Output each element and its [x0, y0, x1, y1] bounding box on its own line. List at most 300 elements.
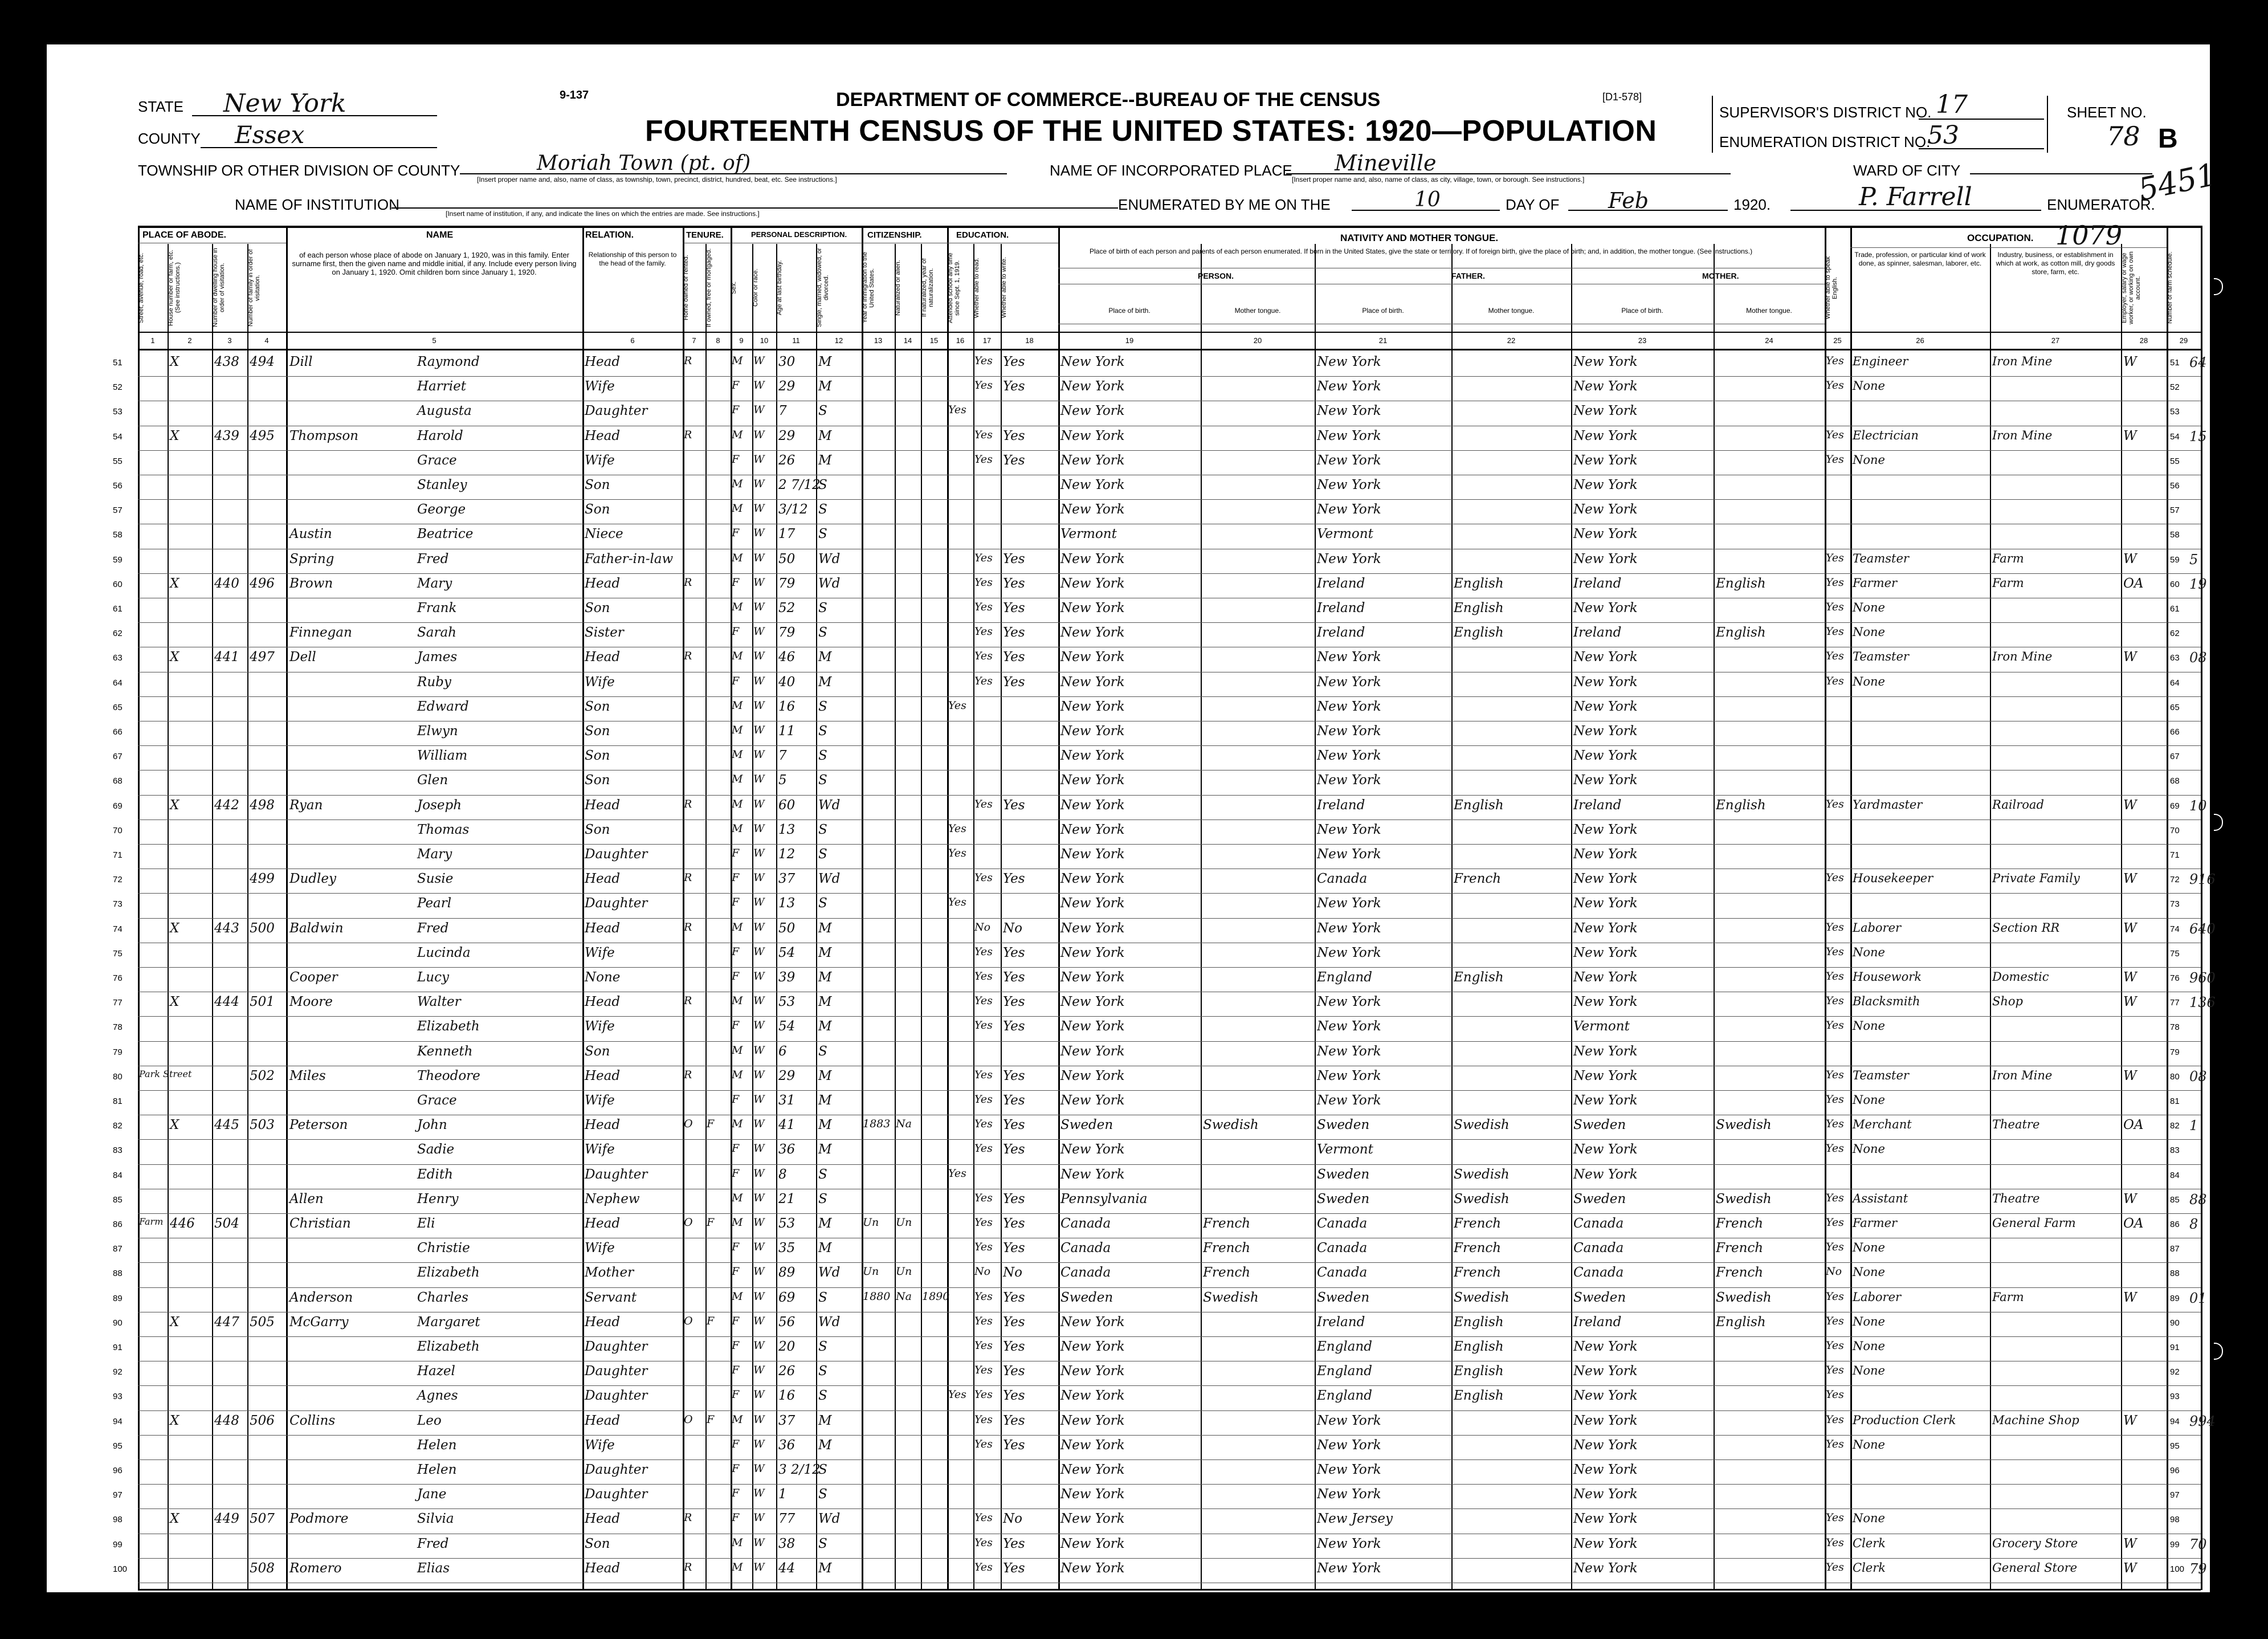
column-number: 9	[739, 336, 744, 345]
race-cell: W	[753, 970, 765, 982]
fpob-cell: New York	[1317, 428, 1381, 443]
mpob-cell: New York	[1573, 478, 1638, 492]
ms-cell: M	[818, 1560, 832, 1576]
pob-cell: New York	[1060, 773, 1125, 788]
column-number: 13	[874, 336, 883, 345]
sex-cell: F	[732, 452, 740, 466]
column-head-17: Whether able to read.	[973, 258, 980, 318]
c7-cell: R	[684, 1511, 692, 1524]
sex-cell: F	[732, 847, 740, 859]
table-row	[47, 1263, 2210, 1287]
fpob-cell: New York	[1317, 1560, 1381, 1576]
table-row	[47, 1361, 2210, 1386]
pob-cell: New York	[1060, 871, 1125, 887]
mpob-cell: New York	[1573, 502, 1638, 517]
c7-cell: R	[684, 650, 692, 663]
pob-cell: Vermont	[1060, 527, 1117, 542]
wr-cell: Yes	[1003, 1142, 1025, 1157]
line-number: 55	[113, 456, 123, 466]
section-name: NAME	[426, 230, 454, 240]
mpob-cell: New York	[1573, 1437, 1638, 1453]
wr-cell: Yes	[1003, 1191, 1025, 1206]
c7-cell: R	[684, 576, 692, 589]
eng-cell: Yes	[1826, 1388, 1844, 1401]
sex-cell: M	[732, 428, 743, 441]
age-cell: 77	[778, 1511, 796, 1527]
ind-cell: General Farm	[1992, 1216, 2076, 1230]
c16-cell: Yes	[948, 1388, 966, 1401]
right-margin-note: 916	[2189, 871, 2216, 888]
mmt-cell: English	[1716, 625, 1766, 641]
eng-cell: Yes	[1826, 601, 1844, 613]
ms-cell: M	[818, 1142, 832, 1157]
year-label: 1920.	[1733, 196, 1771, 213]
race-cell: W	[753, 920, 765, 933]
eng-cell: Yes	[1826, 1413, 1844, 1426]
sex-cell: F	[732, 1437, 740, 1450]
eng-cell: Yes	[1826, 1314, 1844, 1327]
section-citizenship: CITIZENSHIP.	[867, 230, 922, 240]
table-row	[47, 919, 2216, 943]
pob-cell: New York	[1060, 1364, 1125, 1379]
column-number: 22	[1507, 336, 1516, 345]
ms-cell: M	[818, 674, 832, 690]
c3-cell: 439	[214, 428, 239, 443]
eng-cell: Yes	[1826, 970, 1844, 982]
mpob-cell: New York	[1573, 1388, 1638, 1404]
fpob-cell: Sweden	[1317, 1118, 1370, 1133]
rel-cell: Son	[585, 1043, 610, 1059]
eng-cell: Yes	[1826, 576, 1844, 589]
mpob-cell: New York	[1573, 970, 1638, 985]
fmt-cell: English	[1454, 1388, 1504, 1404]
sex-cell: M	[732, 1068, 743, 1081]
eng-cell: Yes	[1826, 1364, 1844, 1377]
emp-cell: OA	[2123, 1118, 2144, 1133]
sex-cell: F	[732, 1019, 740, 1032]
race-cell: W	[753, 478, 765, 490]
race-cell: W	[753, 551, 765, 564]
institution-label: NAME OF INSTITUTION	[235, 196, 399, 213]
ms-cell: S	[818, 1191, 827, 1206]
race-cell: W	[753, 674, 765, 687]
age-cell: 16	[778, 1388, 796, 1404]
sex-cell: F	[732, 1339, 740, 1352]
rel-cell: Son	[585, 478, 610, 492]
section-relation: RELATION.	[585, 230, 634, 240]
ward-label: WARD OF CITY	[1853, 162, 1961, 179]
sex-cell: F	[732, 1364, 740, 1377]
binding-hole-2	[2214, 814, 2223, 831]
rel-cell: Wife	[585, 945, 615, 960]
wr-cell: Yes	[1003, 452, 1025, 468]
occ-cell: Laborer	[1853, 920, 1902, 935]
column-head-2: House number or farm, etc. (See instructions.)	[168, 250, 181, 326]
occ-cell: None	[1853, 1314, 1885, 1328]
fmt-cell: English	[1454, 625, 1504, 641]
column-number: 6	[630, 336, 635, 345]
table-row	[47, 845, 2210, 869]
emp-cell: W	[2123, 970, 2137, 985]
rel-cell: Wife	[585, 1142, 615, 1157]
c3-cell: 448	[214, 1413, 239, 1428]
line-number: 75	[113, 948, 123, 959]
rd-cell: Yes	[974, 1388, 993, 1401]
right-margin-note: 15	[2189, 428, 2207, 445]
column-head-9: Sex.	[731, 282, 737, 295]
eng-cell: Yes	[1826, 1093, 1844, 1106]
right-line-number: 76	[2170, 973, 2180, 983]
table-row	[47, 1534, 2210, 1559]
sex-cell: F	[732, 1265, 740, 1278]
column-head-1: Street, avenue, road, etc.	[138, 252, 145, 323]
race-cell: W	[753, 797, 765, 810]
line-number: 82	[113, 1121, 123, 1131]
fmt-cell: English	[1454, 797, 1504, 813]
wr-cell: Yes	[1003, 797, 1025, 813]
pob-cell: New York	[1060, 1019, 1125, 1034]
right-margin-note: 79	[2189, 1560, 2207, 1577]
wr-cell: Yes	[1003, 994, 1025, 1010]
mpob-cell: New York	[1573, 527, 1638, 542]
mpob-cell: Sweden	[1573, 1191, 1626, 1206]
county-label: COUNTY	[138, 130, 201, 147]
section-person: PERSON.	[1198, 271, 1234, 280]
age-cell: 60	[778, 797, 796, 813]
line-number: 95	[113, 1441, 123, 1451]
given-name-cell: Helen	[417, 1437, 457, 1453]
ms-cell: M	[818, 428, 832, 443]
sex-cell: F	[732, 527, 740, 540]
incorporated-value: Mineville	[1335, 150, 1437, 176]
column-head-19: Place of birth.	[1108, 307, 1151, 315]
emp-cell: W	[2123, 1290, 2137, 1305]
table-row	[47, 1214, 2210, 1238]
surname-cell: Dill	[289, 354, 313, 369]
wr-cell: Yes	[1003, 1241, 1025, 1256]
table-row	[47, 1140, 2210, 1164]
census-title: FOURTEENTH CENSUS OF THE UNITED STATES: 1920—POPULATION	[645, 115, 1657, 148]
fpob-cell: Ireland	[1317, 576, 1365, 591]
age-cell: 56	[778, 1314, 796, 1330]
ms-cell: S	[818, 847, 827, 862]
sheet-letter: B	[2158, 124, 2178, 154]
table-row	[47, 697, 2210, 721]
line-number: 56	[113, 481, 123, 491]
rel-cell: Daughter	[585, 896, 648, 911]
rel-cell: Head	[585, 576, 621, 591]
mmt-cell: French	[1716, 1241, 1764, 1256]
race-cell: W	[753, 748, 765, 761]
fpob-cell: New York	[1317, 1093, 1381, 1108]
rel-cell: Head	[585, 1560, 621, 1576]
ms-cell: S	[818, 896, 827, 911]
age-cell: 13	[778, 896, 796, 911]
ms-cell: Wd	[818, 551, 841, 566]
ms-cell: S	[818, 748, 827, 764]
fmt-cell: Swedish	[1454, 1290, 1510, 1305]
right-line-number: 56	[2170, 481, 2180, 491]
eng-cell: Yes	[1826, 1339, 1844, 1352]
rel-cell: Wife	[585, 1241, 615, 1256]
county-value: Essex	[235, 121, 305, 149]
pob-cell: Canada	[1060, 1216, 1111, 1231]
mpob-cell: New York	[1573, 724, 1638, 739]
table-row	[47, 746, 2210, 770]
column-number: 3	[227, 336, 232, 345]
age-cell: 36	[778, 1437, 796, 1453]
column-head-29: Number of farm schedule.	[2167, 251, 2173, 324]
sex-cell: F	[732, 1314, 740, 1327]
state-value: New York	[223, 89, 346, 118]
wr-cell: Yes	[1003, 354, 1025, 369]
pob-cell: New York	[1060, 748, 1125, 764]
fpob-cell: New York	[1317, 920, 1381, 936]
line-number: 98	[113, 1515, 123, 1525]
c7-cell: R	[684, 1068, 692, 1081]
right-line-number: 84	[2170, 1170, 2180, 1180]
right-line-number: 52	[2170, 382, 2180, 393]
right-line-number: 57	[2170, 505, 2180, 516]
ind-cell: Theatre	[1992, 1191, 2040, 1205]
pob-cell: New York	[1060, 403, 1125, 419]
fpob-cell: New York	[1317, 896, 1381, 911]
form-number: 9-137	[560, 89, 589, 101]
sex-cell: M	[732, 601, 743, 613]
given-name-cell: John	[417, 1118, 447, 1133]
fmt-cell: French	[1454, 1265, 1502, 1281]
surname-cell: Cooper	[289, 970, 338, 985]
ms-cell: S	[818, 773, 827, 788]
mpob-cell: New York	[1573, 1167, 1638, 1182]
right-line-number: 60	[2170, 579, 2180, 589]
c4-cell: 496	[250, 576, 275, 591]
sex-cell: F	[732, 1511, 740, 1524]
column-number: 27	[2051, 336, 2060, 345]
age-cell: 50	[778, 551, 796, 566]
occ-cell: None	[1853, 1511, 1885, 1526]
form-code: [D1-578]	[1602, 91, 1642, 103]
fpob-cell: Canada	[1317, 1216, 1368, 1231]
incorporated-label: NAME OF INCORPORATED PLACE	[1050, 162, 1292, 179]
ind-cell: Iron Mine	[1992, 1068, 2053, 1082]
table-row	[47, 401, 2210, 426]
fpob-cell: Ireland	[1317, 797, 1365, 813]
c14-cell: Na	[896, 1290, 912, 1303]
race-cell: W	[753, 847, 765, 859]
line-number: 73	[113, 899, 123, 910]
wr-cell: No	[1003, 1265, 1022, 1281]
c4-cell: 507	[250, 1511, 275, 1527]
emp-cell: W	[2123, 797, 2137, 813]
line-number: 86	[113, 1220, 123, 1229]
c13-cell: Un	[863, 1265, 879, 1278]
rel-cell: Wife	[585, 1093, 615, 1108]
given-name-cell: Ruby	[417, 674, 451, 690]
given-name-cell: Fred	[417, 551, 449, 566]
table-row	[47, 1386, 2210, 1410]
eng-cell: Yes	[1826, 650, 1844, 663]
c3-cell: 447	[214, 1314, 239, 1330]
rel-cell: Head	[585, 354, 621, 369]
fpob-cell: New York	[1317, 847, 1381, 862]
pob-cell: New York	[1060, 847, 1125, 862]
right-line-number: 97	[2170, 1490, 2180, 1501]
occ-cell: None	[1853, 1093, 1885, 1107]
column-head-16: Attended school any time since Sept. 1, 1919.	[947, 252, 961, 323]
supervisor-label: SUPERVISOR'S DISTRICT NO.	[1719, 104, 1932, 121]
table-row	[47, 721, 2210, 746]
race-cell: W	[753, 896, 765, 909]
section-personal: PERSONAL DESCRIPTION.	[751, 230, 847, 239]
wr-cell: Yes	[1003, 379, 1025, 394]
line-number: 84	[113, 1170, 123, 1180]
race-cell: W	[753, 452, 765, 466]
ms-cell: M	[818, 1437, 832, 1453]
eng-cell: Yes	[1826, 1068, 1844, 1081]
wr-cell: Yes	[1003, 1019, 1025, 1034]
race-cell: W	[753, 1019, 765, 1032]
race-cell: W	[753, 1560, 765, 1573]
line-number: 70	[113, 825, 123, 835]
right-line-number: 53	[2170, 407, 2180, 417]
mpob-cell: New York	[1573, 1560, 1638, 1576]
table-row	[47, 1509, 2210, 1534]
sex-cell: F	[732, 970, 740, 982]
sex-cell: F	[732, 871, 740, 884]
age-cell: 29	[778, 379, 796, 394]
sex-cell: M	[732, 1536, 743, 1549]
c16-cell: Yes	[948, 699, 966, 712]
given-name-cell: William	[417, 748, 468, 764]
section-nativity-note: Place of birth of each person and parents of each person enumerated. If born in the United States, give the state or territory. If of foreign birth, give the place of birth; and, in addition, the mother tongue. (See instructions.)	[1090, 247, 1753, 255]
c3-cell: 445	[214, 1118, 239, 1133]
state-label: STATE	[138, 98, 183, 115]
mpob-cell: New York	[1573, 822, 1638, 837]
sex-cell: M	[732, 1118, 743, 1131]
pob-cell: New York	[1060, 797, 1125, 813]
ms-cell: S	[818, 1536, 827, 1551]
table-row	[47, 1238, 2210, 1263]
mmt-cell: French	[1716, 1216, 1764, 1231]
township-value: Moriah Town (pt. of)	[537, 152, 751, 175]
c16-cell: Yes	[948, 1167, 966, 1180]
rd-cell: Yes	[974, 1290, 993, 1303]
race-cell: W	[753, 527, 765, 540]
ms-cell: S	[818, 1290, 827, 1305]
sex-cell: M	[732, 797, 743, 810]
given-name-cell: Grace	[417, 452, 457, 468]
rel-cell: Head	[585, 797, 621, 813]
rd-cell: Yes	[974, 1314, 993, 1327]
c4-cell: 506	[250, 1413, 275, 1428]
rel-cell: Head	[585, 1413, 621, 1428]
sex-cell: M	[732, 748, 743, 761]
line-number: 64	[113, 678, 123, 688]
c7-cell: O	[684, 1413, 693, 1426]
c3-cell: 438	[214, 354, 239, 369]
given-name-cell: Eli	[417, 1216, 435, 1231]
ms-cell: M	[818, 945, 832, 960]
right-line-number: 51	[2170, 358, 2180, 368]
race-cell: W	[753, 822, 765, 835]
surname-cell: Romero	[289, 1560, 342, 1576]
c2-cell: X	[170, 428, 180, 443]
mpob-cell: New York	[1573, 847, 1638, 862]
emp-cell: W	[2123, 1560, 2137, 1576]
rd-cell: Yes	[974, 625, 993, 638]
given-name-cell: Elizabeth	[417, 1339, 480, 1354]
surname-cell: Ryan	[289, 797, 323, 813]
census-sheet	[47, 44, 2220, 1601]
c2-cell: X	[170, 920, 180, 936]
rd-cell: No	[974, 920, 991, 933]
age-cell: 3/12	[778, 502, 808, 517]
table-row	[47, 1436, 2210, 1460]
pob-cell: New York	[1060, 920, 1125, 936]
fmt-cell: Swedish	[1454, 1167, 1510, 1182]
surname-cell: Collins	[289, 1413, 336, 1428]
ms-cell: Wd	[818, 1314, 841, 1330]
age-cell: 38	[778, 1536, 796, 1551]
pob-cell: New York	[1060, 601, 1125, 615]
occ-cell: Clerk	[1853, 1536, 1886, 1550]
ms-cell: M	[818, 1093, 832, 1108]
rel-cell: Niece	[585, 527, 623, 542]
given-name-cell: Hazel	[417, 1364, 455, 1379]
mpob-cell: New York	[1573, 1511, 1638, 1527]
c8-cell: F	[707, 1413, 715, 1426]
pob-cell: New York	[1060, 379, 1125, 394]
fpob-cell: England	[1317, 1339, 1372, 1354]
occ-cell: Assistant	[1853, 1191, 1908, 1205]
line-number: 57	[113, 505, 123, 516]
enumerator-signature: P. Farrell	[1859, 182, 1972, 211]
given-name-cell: Raymond	[417, 354, 480, 369]
mpob-cell: New York	[1573, 1487, 1638, 1502]
table-row	[47, 426, 2210, 451]
pob-cell: New York	[1060, 625, 1125, 641]
township-note: [Insert proper name and, also, name of class, as township, town, precinct, district, hundred, beat, etc. See instructions.]	[477, 176, 837, 184]
sex-cell: F	[732, 1388, 740, 1401]
rel-cell: Servant	[585, 1290, 637, 1305]
fmt-cell: English	[1454, 970, 1504, 985]
rel-cell: Daughter	[585, 1462, 648, 1477]
pob-cell: New York	[1060, 822, 1125, 837]
age-cell: 17	[778, 527, 796, 542]
rel-cell: Head	[585, 1068, 621, 1083]
right-line-number: 64	[2170, 678, 2180, 688]
rel-cell: Daughter	[585, 1364, 648, 1379]
line-number: 61	[113, 604, 123, 614]
pob-cell: New York	[1060, 1437, 1125, 1453]
c3-cell: 440	[214, 576, 239, 591]
rd-cell: Yes	[974, 945, 993, 958]
pob-cell: New York	[1060, 674, 1125, 690]
race-cell: W	[753, 379, 765, 392]
table-row	[47, 1115, 2210, 1140]
pob-cell: New York	[1060, 502, 1125, 517]
mpob-cell: New York	[1573, 773, 1638, 788]
wr-cell: Yes	[1003, 1314, 1025, 1330]
rel-cell: Nephew	[585, 1191, 640, 1206]
age-cell: 26	[778, 452, 796, 468]
column-number: 28	[2139, 336, 2148, 345]
fpob-cell: Sweden	[1317, 1191, 1370, 1206]
ms-cell: S	[818, 724, 827, 739]
enumerator-label: ENUMERATOR.	[2047, 196, 2155, 213]
eng-cell: No	[1826, 1265, 1842, 1278]
